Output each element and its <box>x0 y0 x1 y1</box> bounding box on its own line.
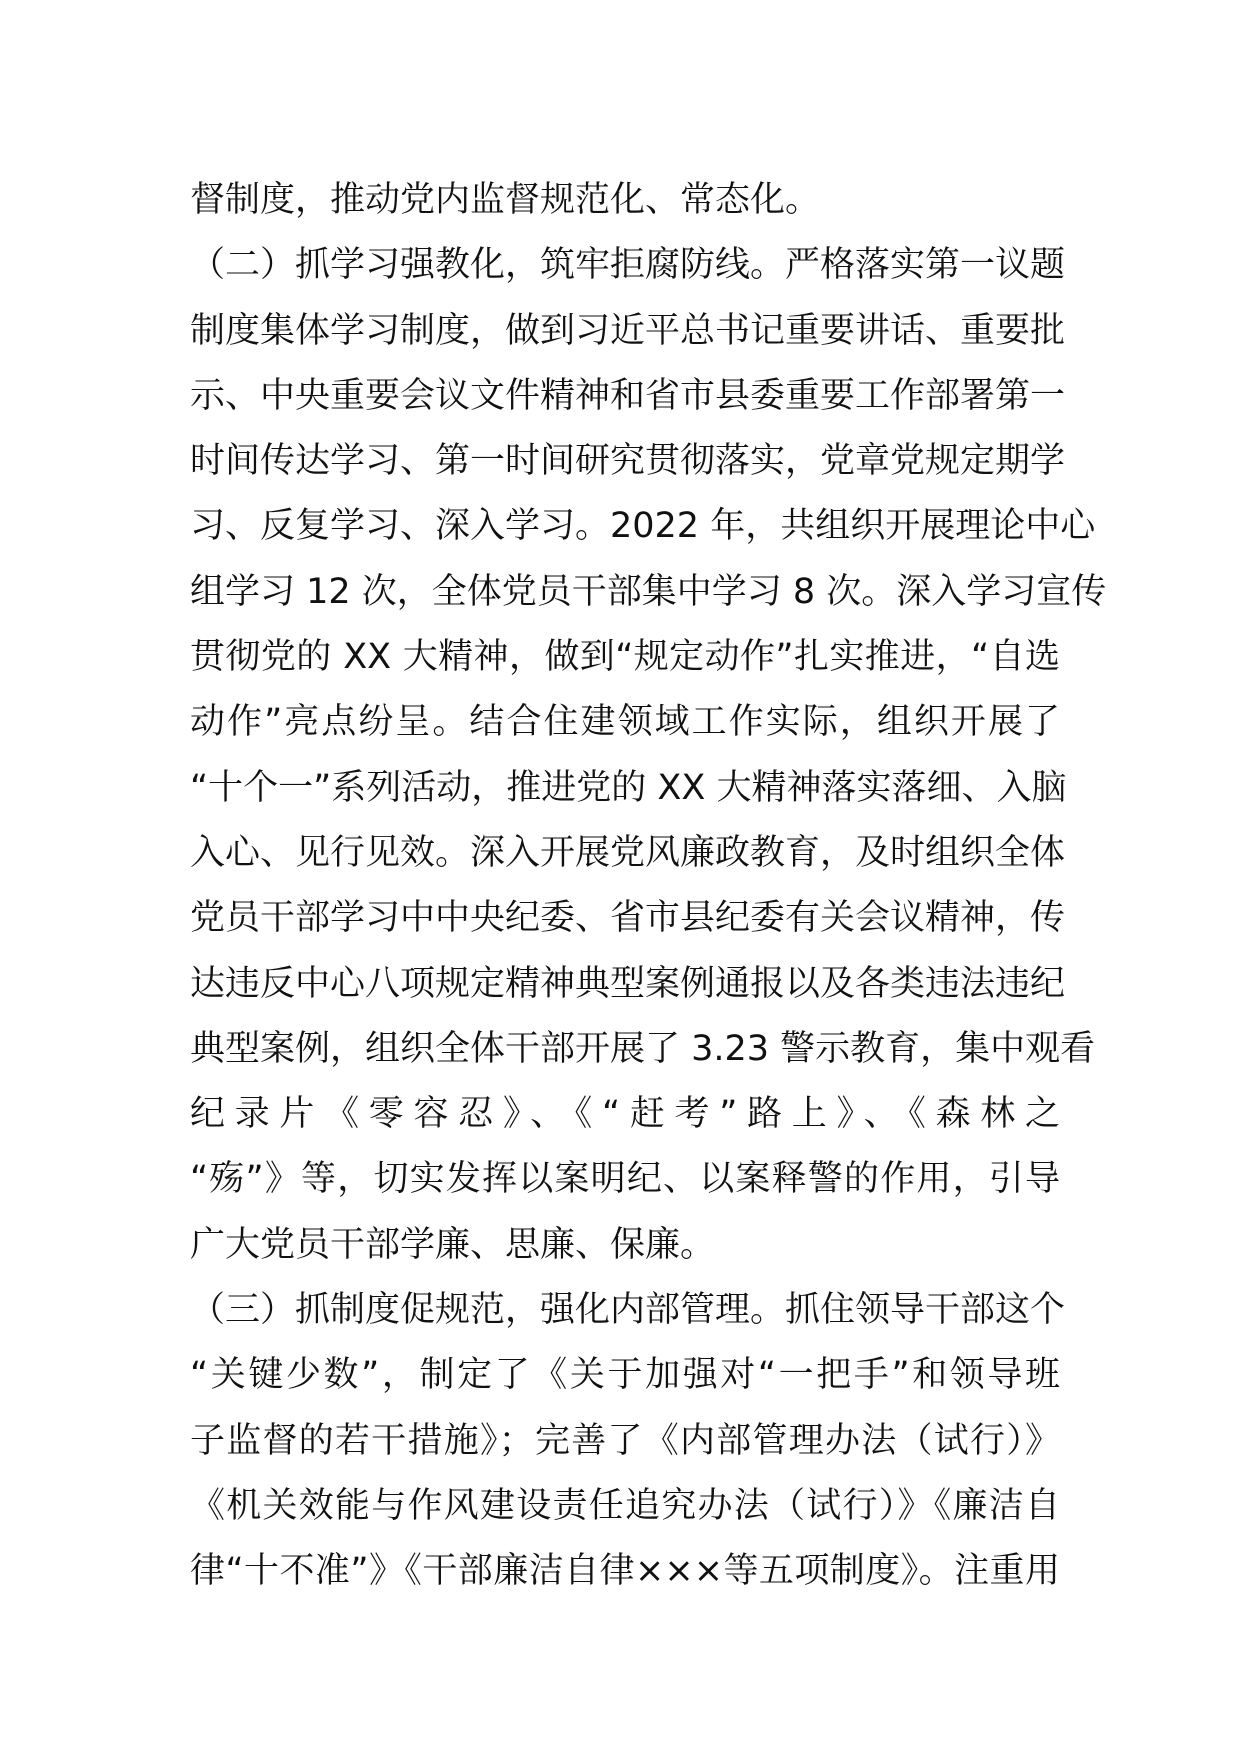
text-line: 子监督的若干措施》；完善了《内部管理办法（试行）》 <box>190 1420 1060 1461</box>
body-text <box>190 168 1107 1605</box>
text-line: “关键少数”，制定了《关于加强对“一把手”和领导班 <box>190 1355 1060 1396</box>
text-line: “十个一”系列活动，推进党的 XX 大精神落实落细、入脑 <box>190 767 1067 808</box>
text-line: 纪录片《零容忍》、《“赶考”路上》、《森林之 <box>190 1094 1060 1135</box>
text-line: 《机关效能与作风建设责任追究办法（试行）》《廉洁自 <box>190 1485 1060 1526</box>
text-line: “殇”》等，切实发挥以案明纪、以案释警的作用，引导 <box>190 1159 1060 1200</box>
text-line: 时间传达学习、第一时间研究贯彻落实，党章党规定期学 <box>190 441 1066 482</box>
text-line: 贯彻党的 XX 大精神，做到“规定动作”扎实推进，“自选 <box>190 637 1060 678</box>
text-line: （三）抓制度促规范，强化内部管理。抓住领导干部这个 <box>190 1290 1066 1331</box>
text-line: 典型案例，组织全体干部开展了 3.23 警示教育，集中观看 <box>190 1028 1096 1069</box>
text-line: 律“十不准”》《干部廉洁自律×××等五项制度》。注重用 <box>190 1551 1060 1592</box>
text-line: 督制度，推动党内监督规范化、常态化。 <box>190 180 821 220</box>
text-line: 制度集体学习制度，做到习近平总书记重要讲话、重要批 <box>190 310 1066 351</box>
text-line: 习、反复学习、深入学习。2022 年，共组织开展理论中心 <box>190 506 1096 547</box>
text-line: 动作”亮点纷呈。结合住建领域工作实际，组织开展了 <box>190 702 1060 743</box>
text-line: 组学习 12 次，全体党员干部集中学习 8 次。深入学习宣传 <box>190 571 1107 612</box>
text-line: 示、中央重要会议文件精神和省市县委重要工作部署第一 <box>190 375 1066 416</box>
text-line: （二）抓学习强教化，筑牢拒腐防线。严格落实第一议题 <box>190 245 1066 286</box>
text-line: 达违反中心八项规定精神典型案例通报以及各类违法违纪 <box>190 963 1066 1004</box>
text-line: 入心、见行见效。深入开展党风廉政教育，及时组织全体 <box>190 832 1066 873</box>
text-line: 党员干部学习中中央纪委、省市县纪委有关会议精神，传 <box>190 898 1066 939</box>
text-line: 广大党员干部学廉、思廉、保廉。 <box>190 1224 716 1265</box>
